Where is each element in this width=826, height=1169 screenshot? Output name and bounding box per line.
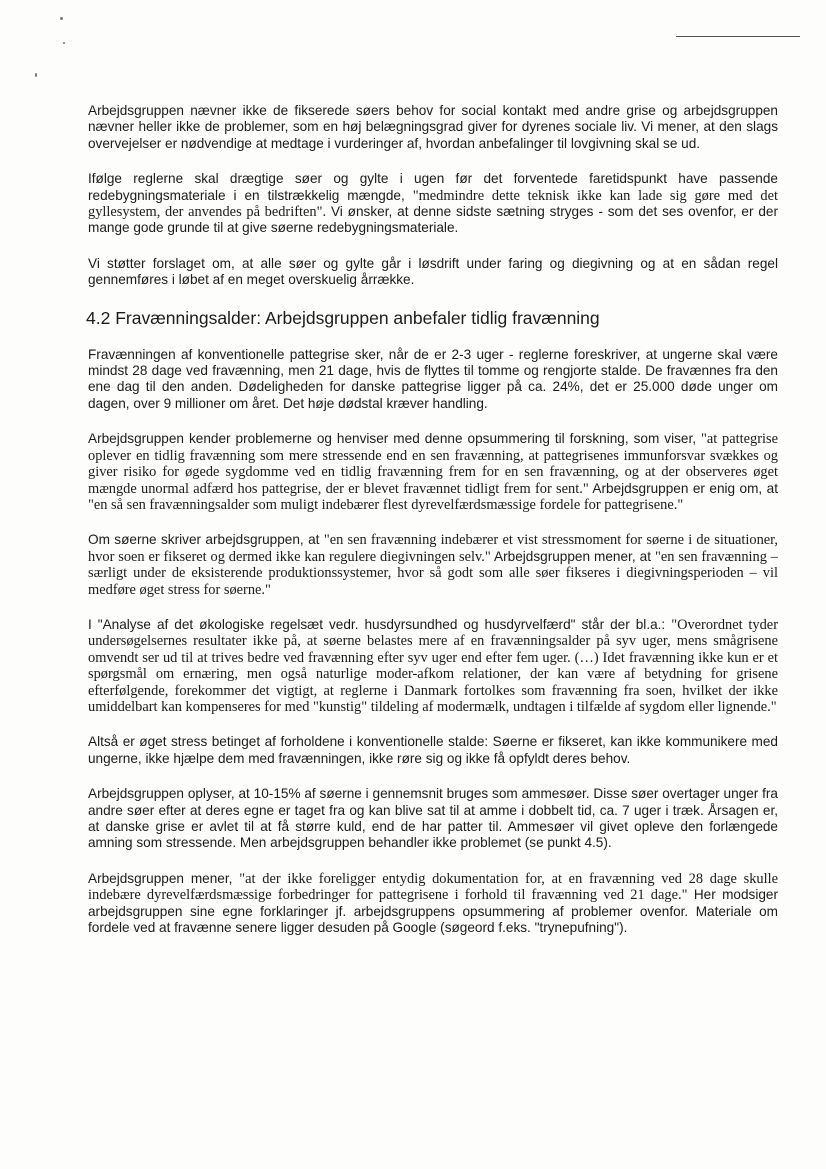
quote-research: "at pattegrise oplever en tidlig fravænning som mere stressende end en sen fravænning, at pattegrisenes immunforsvar svækkes og giver risiko for øgede sygdomme ved en tidlig fravænning frem for en sen fravænning, og at der observeres øget mængde unormal adfærd hos pattegrise, der er blevet fravænnet tidligt frem for sent." (88, 431, 778, 497)
paragraph-social-contact: Arbejdsgruppen nævner ikke de fikserede søers behov for social kontakt med andre grise og arbejdsgruppen nævner heller ikke de problemer, som en høj belægningsgrad giver for dyrenes sociale liv. Vi mener, at den slags overvejelser er nødvendige at medtage i vurderinger af, hvordan anbefalinger til lovgivning skal se ud. (88, 103, 778, 151)
document-page (88, 103, 778, 955)
quote-documentation: "at der ikke foreligger entydig dokumentation for, at en fravænning ved 28 dage skulle indebære dyrevelfærdsmæssige forbedringer for pattegrisene i forhold til fravænning ved 21 dage." (88, 870, 778, 904)
paragraph-conventional-stress: Altså er øget stress betinget af forholdene i konventionelle stalde: Søerne er fikseret, kan ikke kommunikere med ungerne, ikke hjælpe dem med fravænningen, ikke røre sig og ikke få opfyldt deres behov. (88, 734, 778, 766)
scan-line-artifact (676, 36, 800, 37)
quote-production-systems: "en sen fravænning – særligt under de eksisterende produktionssystemer, hvor så godt som alle søer fikseres i diegivningsperioden – vil medføre øget stress for søerne." (88, 548, 778, 598)
paragraph-nurse-sows: Arbejdsgruppen oplyser, at 10-15% af søerne i gennemsnit bruges som ammesøer. Disse søer overtager unger fra andre søer efter at deres egne er taget fra og kan blive sat til at amme i dobbelt tid, ca. 7 uger i træk. Årsagen er, at danske grise er avlet til at få større kuld, end de har patter til. Ammesøer vil givet opleve den forlængede amning som stressende. Men arbejdsgruppen behandler ikke problemet (se punkt 4.5). (88, 786, 778, 851)
quote-late-weaning: "en så sen fravænningsalder som muligt indebærer flest dyrevelfærdsmæssige fordele for pattegrisene." (88, 496, 684, 513)
paragraph-weaning-practice: Fravænningen af konventionelle pattegrise sker, når de er 2-3 uger - reglerne foreskriver, at ungerne skal være mindst 28 dage ved fravænning, men 21 dage, hvis de flyttes til tomme og rengjorte stalde. De fravænnes fra den ene dag til den anden. Dødeligheden for danske pattegrise ligger på ca. 24%, det er 25.000 døde unger om dagen, over 9 millioner om året. Det høje dødstal kræver handling. (88, 346, 778, 411)
paragraph-organic-analysis: I "Analyse af det økologiske regelsæt vedr. husdyrsundhed og husdyrvelfærd" står der bl.a.: "Overordnet tyder undersøgelsernes resultater ikke på, at søerne belastes mere af en fravænningsalder på syv uger, mens smågrisene omvendt ser ud til at trives bedre ved fravænning efter syv uger end efter fem uger. (…) Idet fravænning ikke kun er et spørgsmål om ernæring, men også naturlige moder-afkom relationer, der kan være af betydning for grisene efterfølgende, forekommer det vigtigt, at reglerne i Danmark fortolkes som fravænning fra soen, hvilket der ikke umiddelbart kan kompenseres for med "kunstig" tildeling af modermælk, undtagen i tilfælde af sygdom eller lignende." (88, 616, 778, 715)
quote-sows: "en sen fravænning indebærer et vist stressmoment for søerne i de situationer, hvor soen er fikseret og dermed ikke kan regulere diegivningen selv." (88, 532, 778, 565)
paragraph-nesting-material: Ifølge reglerne skal drægtige søer og gylte i ugen før det forventede faretidspunkt have passende redebygningsmateriale i en tilstrækkelig mængde, "medmindre dette teknisk ikke kan lade sig gøre med det gyllesystem, der anvendes på bedriften". Vi ønsker, at denne sidste sætning stryges - som det ses ovenfor, er der mange gode grunde til at give søerne redebygningsmateriale. (88, 171, 778, 236)
paragraph-research-summary: Arbejdsgruppen kender problemerne og henviser med denne opsummering til forskning, som viser, "at pattegrise oplever en tidlig fravænning som mere stressende end en sen fravænning, at pattegrisenes immunforsvar svækkes og giver risiko for øgede sygdomme ved en tidlig fravænning frem for en sen fravænning, og at der observeres øget mængde unormal adfærd hos pattegrise, der er blevet fravænnet tidligt frem for sent." Arbejdsgruppen er enig om, at "en så sen fravænningsalder som muligt indebærer flest dyrevelfærdsmæssige fordele for pattegrisene." (88, 431, 778, 513)
scan-speck (35, 73, 37, 77)
paragraph-documentation: Arbejdsgruppen mener, "at der ikke foreligger entydig dokumentation for, at en fravænning ved 28 dage skulle indebære dyrevelfærdsmæssige forbedringer for pattegrisene i forhold til fravænning ved 21 dage." Her modsiger arbejdsgruppen sine egne forklaringer jf. arbejdsgruppens opsummering af problemer ovenfor. Materiale om fordele ved at fravænne senere ligger desuden på Google (søgeord f.eks. "trynepufning"). (88, 870, 778, 936)
scan-speck (63, 42, 65, 44)
scan-speck (60, 17, 63, 20)
quote-organic-analysis: "Overordnet tyder undersøgelsernes resultater ikke på, at søerne belastes mere af en fravænningsalder på syv uger, mens smågrisene omvendt ser ud til at trives bedre ved fravænning efter syv uger end efter fem uger. (…) Idet fravænning ikke kun er et spørgsmål om ernæring, men også naturlige moder-afkom relationer, der kan være af betydning for grisene efterfølgende, forekommer det vigtigt, at reglerne i Danmark fortolkes som fravænning fra soen, hvilket der ikke umiddelbart kan kompenseres for med "kunstig" tildeling af modermælk, undtagen i tilfælde af sygdom eller lignende." (88, 616, 778, 715)
paragraph-sows-stress: Om søerne skriver arbejdsgruppen, at "en sen fravænning indebærer et vist stressmoment for søerne i de situationer, hvor soen er fikseret og dermed ikke kan regulere diegivningen selv." Arbejdsgruppen mener, at "en sen fravænning – særligt under de eksisterende produktionssystemer, hvor så godt som alle søer fikseres i diegivningsperioden – vil medføre øget stress for søerne." (88, 532, 778, 598)
paragraph-loose-housing: Vi støtter forslaget om, at alle søer og gylte går i løsdrift under faring og diegivning og at en sådan regel gennemføres i løbet af en meget overskuelig årrække. (88, 255, 778, 288)
quote-slurry-system: "medmindre dette teknisk ikke kan lade sig gøre med det gyllesystem, der anvendes på bedriften". (88, 187, 778, 221)
section-heading: 4.2 Fravænningsalder: Arbejdsgruppen anbefaler tidlig fravænning (86, 307, 600, 328)
